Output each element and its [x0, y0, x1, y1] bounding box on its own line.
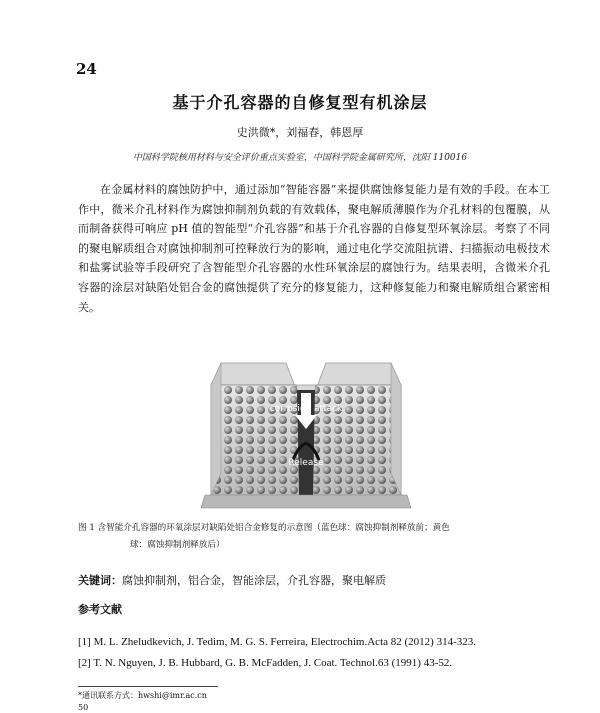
figure-schematic — [201, 345, 411, 515]
abstract-paragraph: 在金属材料的腐蚀防护中，通过添加“智能容器”来提供腐蚀修复能力是有效的手段。在本工作中，微米介孔材料作为腐蚀抑制剂负载的有效载体，聚电解质薄膜作为介孔材料的包覆膜，从而制备获得可响应 pH 值的智能型“介孔容器”和基于介孔容器的自修复型环氧涂层。考察了不同的聚电解质组合对腐蚀抑制剂可控释放行为的影响，通过电化学交流阻抗谱、扫描振动电极技术和盐雾试验等手段研究了含智能型介孔容器的水性环氧涂层的腐蚀行为。结果表明，含微米介孔容器的涂层对缺陷处铝合金的腐蚀提供了充分的修复能力，这种修复能力和聚电解质组合紧密相关。 — [78, 183, 550, 314]
label-corrosion-attack: corrosion attack — [269, 404, 343, 414]
label-delta-ph: ΔpH — [296, 366, 316, 376]
references-heading: 参考文献 — [78, 603, 122, 616]
page-number: 24 — [76, 60, 97, 78]
label-release: Release — [288, 458, 324, 468]
figure-caption — [78, 520, 552, 554]
caption-line-1: 图 1 含智能介孔容器的环氧涂层对缺陷处铝合金修复的示意图（蓝色球：腐蚀抑制剂释放前；黄色 — [78, 523, 450, 533]
affiliation: 中国科学院核用材料与安全评价重点实验室，中国科学院金属研究所，沈阳 110016 — [132, 153, 468, 163]
footnote: *通讯联系方式：hwshi@imr.ac.cn — [78, 691, 207, 700]
caption-line-2: 球：腐蚀抑制剂释放后） — [130, 540, 225, 550]
footnote-rule — [78, 686, 218, 687]
authors: 史洪微*，刘福春，韩恩厚 — [236, 126, 364, 139]
keywords-text: 腐蚀抑制剂，铝合金，智能涂层，介孔容器，聚电解质 — [122, 574, 386, 587]
references-list — [78, 632, 476, 674]
reference-item: [1] M. L. Zheludkevich, J. Tedim, M. G. S. Ferreira, Electrochim.Acta 82 (2012) 314-323. — [78, 636, 476, 648]
reference-item: [2] T. N. Nguyen, J. B. Hubbard, G. B. McFadden, J. Coat. Technol.63 (1991) 43-52. — [78, 657, 453, 669]
keywords — [78, 572, 386, 588]
keywords-label: 关键词： — [78, 574, 122, 587]
footer-page-number: 50 — [78, 703, 89, 712]
abstract — [78, 180, 550, 317]
coating-diagram — [201, 345, 411, 515]
paper-title: 基于介孔容器的自修复型有机涂层 — [172, 93, 428, 112]
